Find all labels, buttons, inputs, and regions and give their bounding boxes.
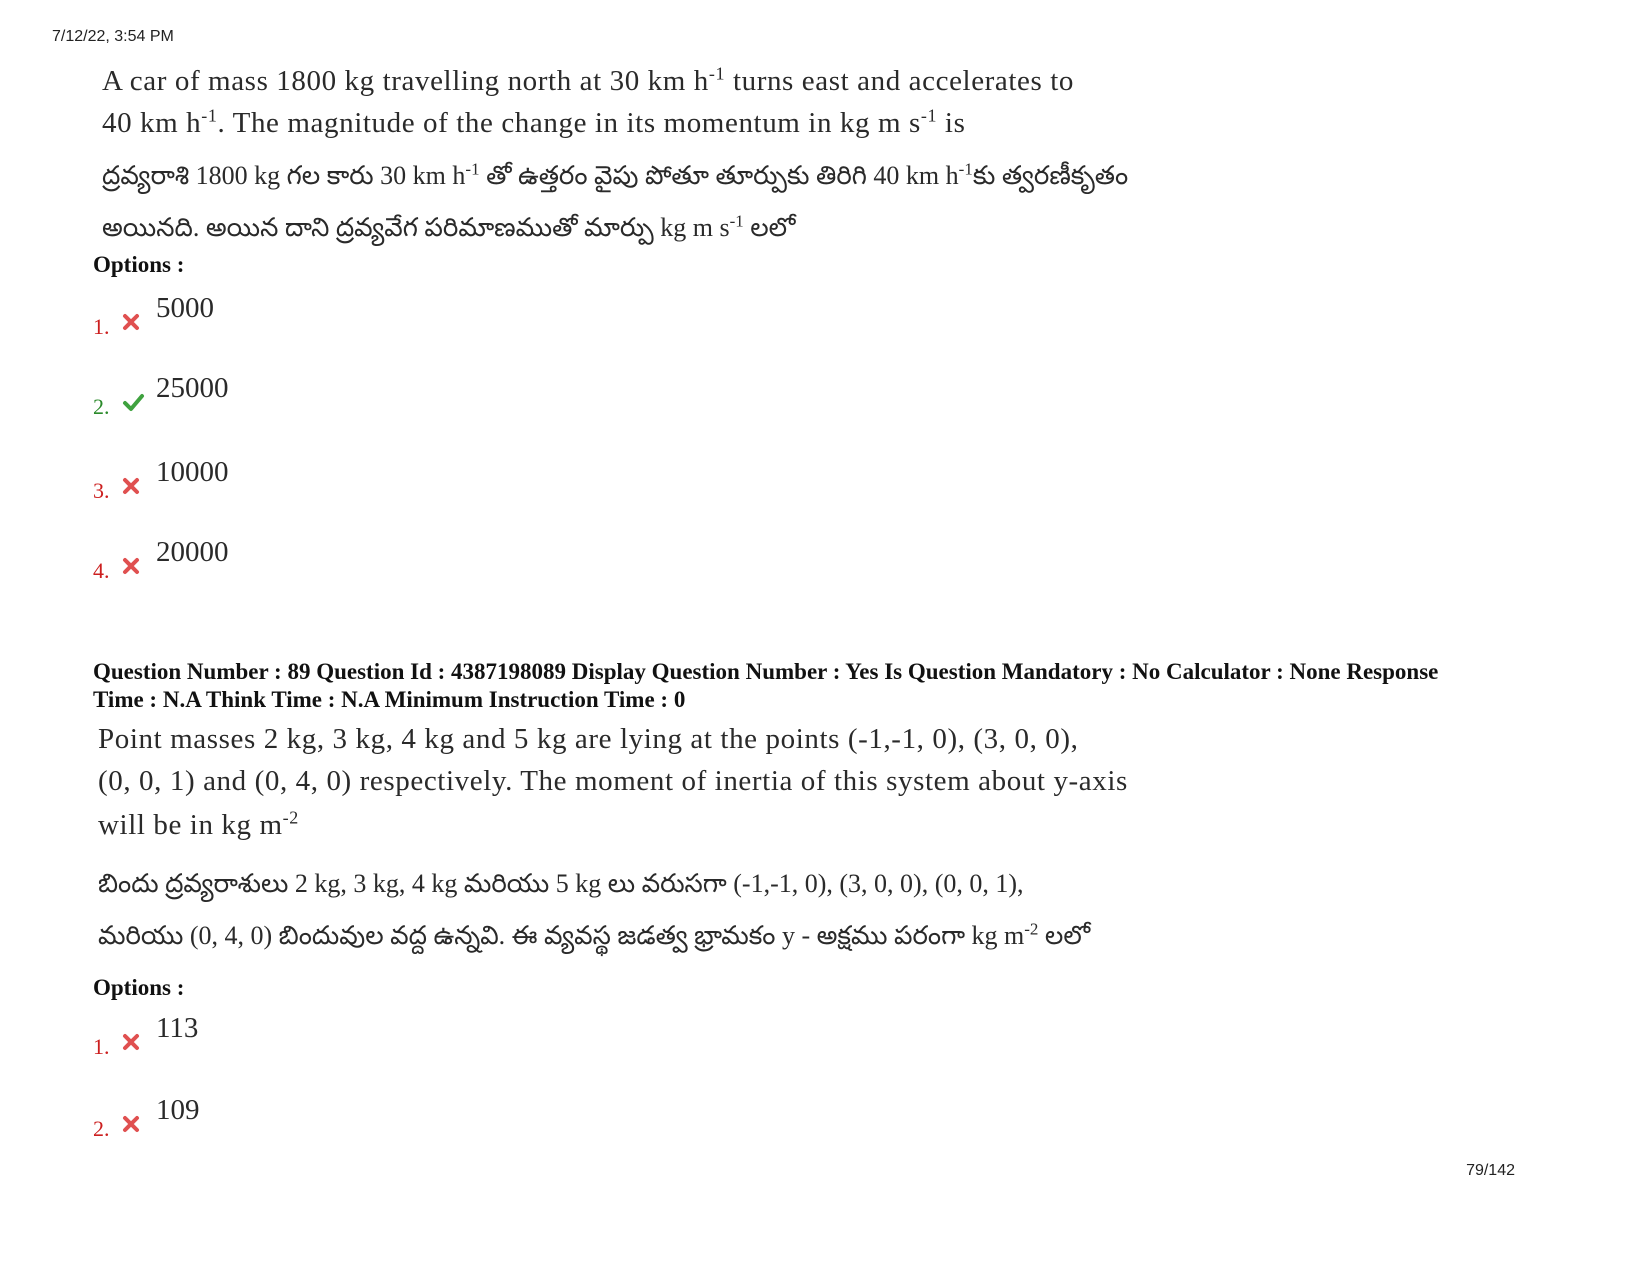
q89-en-line-1: Point masses 2 kg, 3 kg, 4 kg and 5 kg are lying at the points (-1,-1, 0), (3, 0, 0),	[98, 723, 1079, 755]
option-number: 2.	[93, 1116, 110, 1141]
check-icon	[121, 392, 145, 412]
q89-meta-line-2: Time : N.A Think Time : N.A Minimum Instruction Time : 0	[93, 687, 686, 712]
option-number: 3.	[93, 478, 110, 503]
option-number: 4.	[93, 558, 110, 583]
print-timestamp: 7/12/22, 3:54 PM	[52, 28, 174, 45]
q88-telugu-text	[102, 150, 1128, 254]
q88-options-label: Options :	[93, 252, 185, 277]
q89-option-2	[93, 1094, 493, 1142]
q88-en-line-2: 40 km $h^{-1}$. The magnitude of the change in its momentum in kg m $s^{-1}$ is	[102, 105, 966, 139]
q89-te-line-1: బిందు ద్రవ్యరాశులు 2 kg, 3 kg, 4 kg మరియు 5 kg లు వరుసగా (-1,-1, 0), (3, 0, 0), (0, 0, 1),	[98, 869, 1024, 898]
q89-option-1	[93, 1012, 493, 1060]
q88-option-3	[93, 456, 493, 504]
cross-icon	[121, 1032, 141, 1052]
option-value: 5000	[156, 292, 214, 324]
cross-icon	[121, 476, 141, 496]
q88-option-1	[93, 292, 493, 340]
q89-question-text	[98, 718, 1128, 846]
cross-icon	[121, 556, 141, 576]
q89-telugu-text	[98, 858, 1090, 962]
cross-icon	[121, 312, 141, 332]
q88-en-line-1: A car of mass 1800 kg travelling north at 30 km $h^{-1}$ turns east and accelerates to	[102, 63, 1075, 97]
q89-meta-line-1: Question Number : 89 Question Id : 4387198089 Display Question Number : Yes Is Question Mandatory : No Calculator : None Response	[93, 659, 1439, 684]
q88-question-text	[102, 60, 1074, 144]
q89-metadata	[93, 658, 1593, 714]
q88-te-line-2: అయినది. అయిన దాని ద్రవ్యవేగ పరిమాణముతో మార్పు kg m $s^{-1}$ లలో	[102, 211, 796, 242]
q89-en-line-2: (0, 0, 1) and (0, 4, 0) respectively. The moment of inertia of this system about y-axis	[98, 765, 1128, 797]
q88-option-4	[93, 536, 493, 584]
q89-te-line-2: మరియు (0, 4, 0) బిందువుల వద్ద ఉన్నవి. ఈ వ్యవస్థ జడత్వ భ్రామకం y - అక్షము పరంగా kg $m^{-2}$ లలో	[98, 919, 1091, 950]
cross-icon	[121, 1114, 141, 1134]
q88-te-line-1: ద్రవ్యరాశి 1800 kg గల కారు 30 km $h^{-1}$ తో ఉత్తరం వైపు పోతూ తూర్పుకు తిరిగి 40 km $h^{-1}కు$ త్వరణీకృతం	[102, 159, 1129, 190]
option-value: 109	[156, 1094, 200, 1126]
option-number: 1.	[93, 1034, 110, 1059]
option-value: 10000	[156, 456, 229, 488]
q88-option-2	[93, 372, 493, 420]
q89-en-line-3: will be in kg $m^{-2}$	[98, 807, 299, 841]
option-value: 20000	[156, 536, 229, 568]
option-value: 113	[156, 1012, 199, 1044]
page-number: 79/142	[1466, 1162, 1515, 1179]
option-number: 1.	[93, 314, 110, 339]
option-number: 2.	[93, 394, 110, 419]
option-value: 25000	[156, 372, 229, 404]
q89-options-label: Options :	[93, 975, 185, 1000]
